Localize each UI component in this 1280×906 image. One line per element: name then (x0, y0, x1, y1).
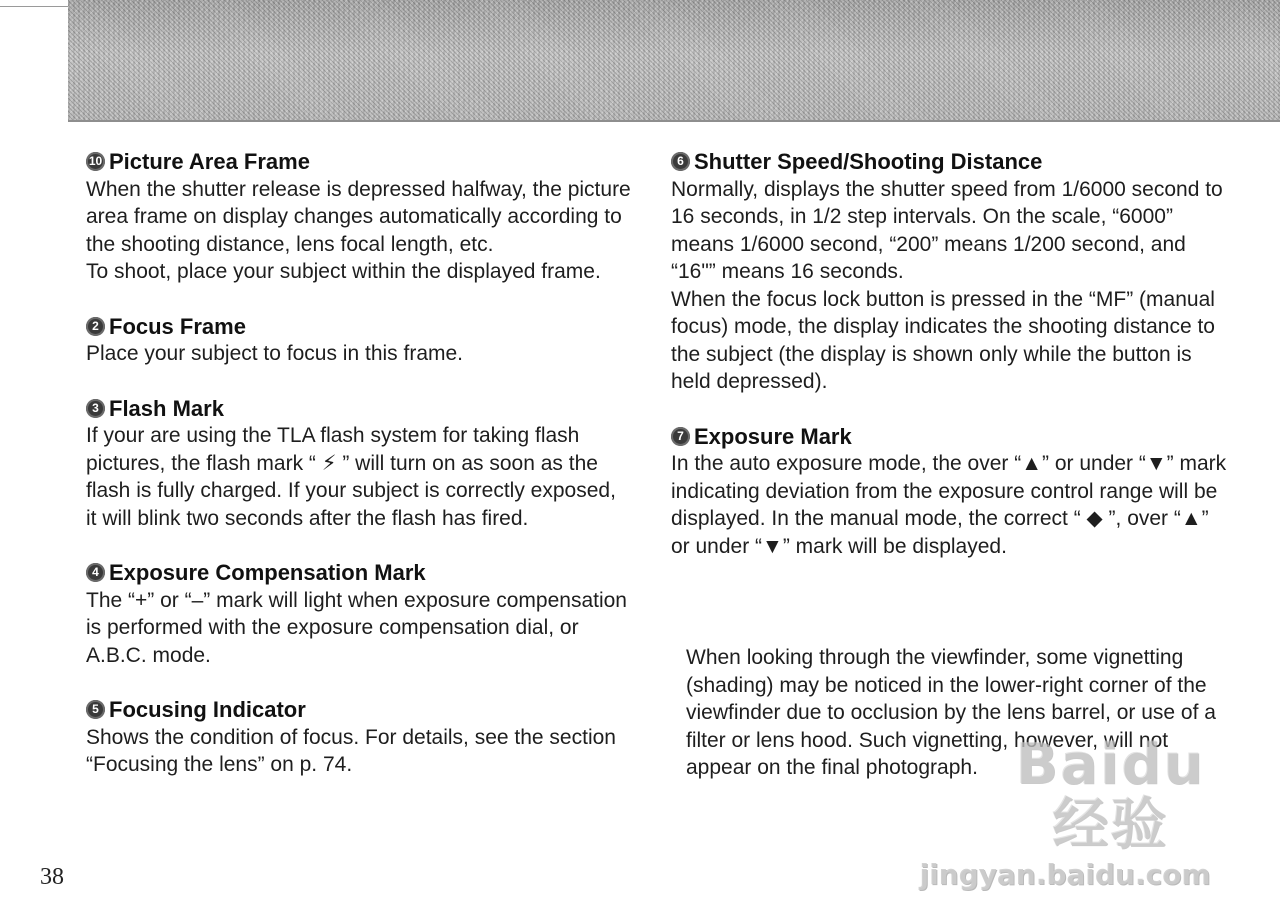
section-exposure-compensation-mark (86, 559, 631, 669)
section-paragraph: To shoot, place your subject within the displayed frame. (86, 260, 601, 283)
section-paragraph: Shows the condition of focus. For details, see the section “Focusing the lens” on p. 74. (86, 725, 616, 776)
item-number-badge: 5 (86, 700, 105, 719)
section-heading (86, 696, 631, 724)
section-paragraph: Place your subject to focus in this frame. (86, 342, 464, 365)
item-number-badge: 6 (671, 152, 690, 171)
item-number-badge: 10 (86, 152, 105, 171)
watermark-logo: Baidu 经验 (1015, 732, 1205, 857)
item-number-badge: 7 (671, 427, 690, 446)
section-picture-area-frame (86, 148, 631, 286)
section-flash-mark (86, 395, 631, 533)
section-title: Focusing Indicator (109, 697, 306, 722)
section-paragraph: Normally, displays the shutter speed from 1/6000 second to 16 seconds, in 1/2 step intervals. On the scale, “6000” means 1/6000 second, “200” means 1/200 second, and “16"” means 16 seconds. (671, 177, 1223, 283)
section-title: Shutter Speed/Shooting Distance (694, 149, 1043, 174)
section-title: Flash Mark (109, 395, 224, 421)
vignetting-note: When looking through the viewfinder, some vignetting (shading) may be noticed in the lower-right corner of the viewfinder due to occlusion by the lens barrel, or use of a filter or lens hood. Such vignetting, however, will not appear on the final photograph. (686, 646, 1216, 779)
section-paragraph: When the focus lock button is pressed in the “MF” (manual focus) mode, the display indicates the shooting distance to the subject (the display is shown only while the button is held depressed). (671, 287, 1215, 393)
item-number-badge: 2 (86, 317, 105, 336)
item-number-badge: 3 (86, 399, 105, 418)
section-paragraph: If your are using the TLA flash system for taking flash pictures, the flash mark “ ⚡ ” will turn on as soon as the flash is fully charged. If your subject is correctly exposed, it will blink two seconds after the flash has fired. (86, 424, 616, 530)
section-focusing-indicator (86, 696, 631, 779)
section-exposure-mark (671, 423, 1231, 561)
section-title: Focus Frame (109, 313, 246, 339)
item-number-badge: 4 (86, 563, 105, 582)
section-paragraph: In the auto exposure mode, the over “▲” or under “▼” mark indicating deviation from the exposure control range will be displayed. In the manual mode, the correct “ ◆ ”, over “▲” or under “▼” mark will be displayed. (671, 452, 1227, 558)
section-heading (86, 395, 631, 423)
section-title: Exposure Mark (694, 423, 852, 449)
section-title: Picture Area Frame (109, 149, 310, 174)
section-focus-frame (86, 313, 631, 368)
right-column (671, 148, 1231, 587)
section-paragraph: The “+” or “–” mark will light when exposure compensation is performed with the exposure compensation dial, or A.B.C. mode. (86, 588, 627, 667)
top-rule (0, 6, 70, 7)
section-heading (86, 313, 631, 341)
section-paragraph: When the shutter release is depressed halfway, the picture area frame on display changes automatically according to the shooting distance, lens focal length, etc. (86, 177, 631, 256)
section-heading (671, 148, 1231, 176)
page-number: 38 (40, 864, 64, 890)
section-title: Exposure Compensation Mark (109, 560, 426, 585)
baidu-watermark (919, 732, 1230, 891)
section-shutter-speed-shooting-distance (671, 148, 1231, 396)
section-heading (86, 148, 631, 176)
section-heading (671, 423, 1231, 451)
left-column (86, 148, 631, 806)
header-halftone-band (68, 0, 1280, 122)
watermark-url: jingyan.baidu.com (919, 858, 1211, 891)
section-heading (86, 559, 631, 587)
